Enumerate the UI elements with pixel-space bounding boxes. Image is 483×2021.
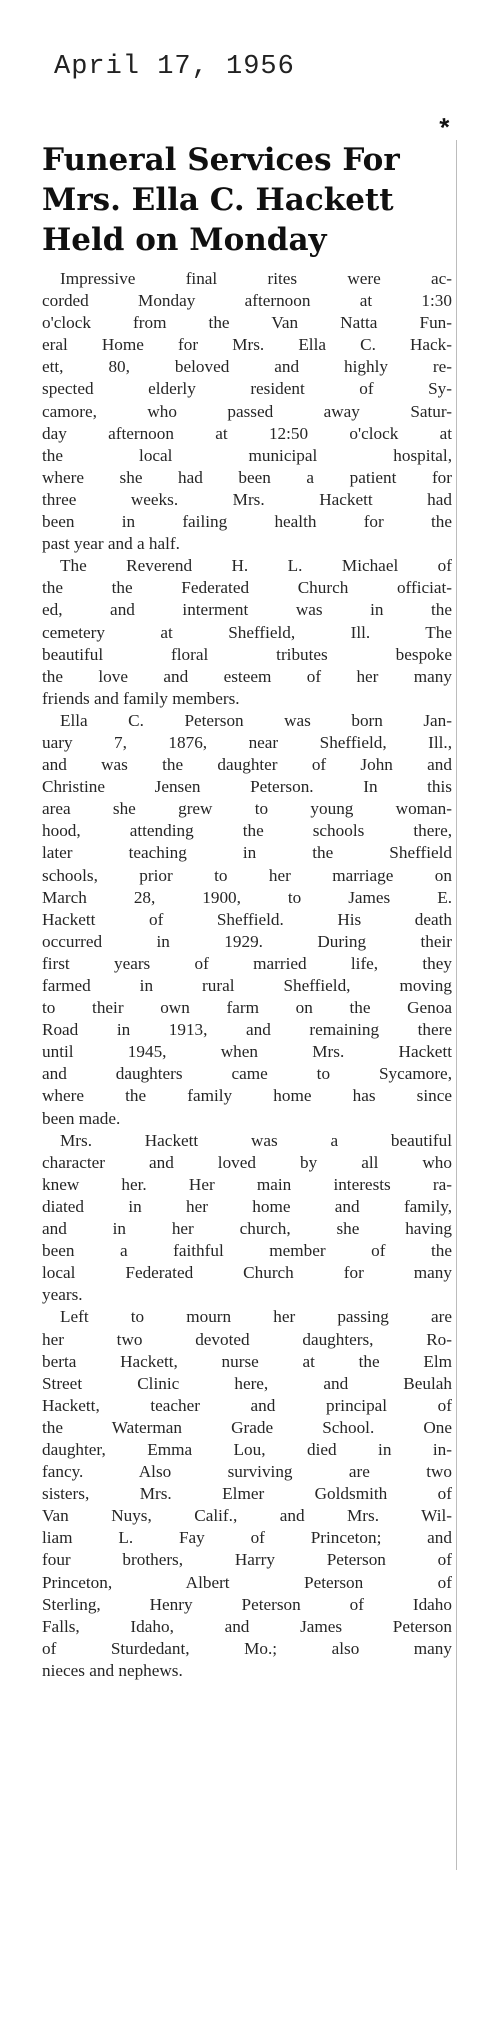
text-line: Mrs. Hackett was a beautiful: [60, 1130, 452, 1150]
paragraph: [42, 555, 452, 710]
text-line: Left to mourn her passing are: [60, 1307, 452, 1327]
text-line: four brothers, Harry Peterson of: [42, 1550, 452, 1570]
text-line: the love and esteem of her many: [42, 666, 452, 686]
column-rule: [456, 140, 457, 1870]
text-line: corded Monday afternoon at 1:30: [42, 291, 452, 311]
paragraph: [42, 1306, 452, 1682]
text-line: beautiful floral tributes bespoke: [42, 644, 452, 664]
text-line: berta Hackett, nurse at the Elm: [42, 1351, 452, 1371]
text-line: Impressive final rites were ac-: [60, 269, 452, 288]
text-line: been made.: [42, 1108, 121, 1128]
text-line: local Federated Church for many: [42, 1263, 452, 1283]
text-line: Van Nuys, Calif., and Mrs. Wil-: [42, 1506, 452, 1526]
text-line: friends and family members.: [42, 688, 240, 708]
text-line: and in her church, she having: [42, 1219, 452, 1239]
text-line: day afternoon at 12:50 o'clock at: [42, 423, 452, 443]
text-line: nieces and nephews.: [42, 1660, 183, 1680]
text-line: where the family home has since: [42, 1086, 452, 1106]
text-line: of Sturdedant, Mo.; also many: [42, 1638, 452, 1658]
headline: [42, 140, 452, 260]
text-line: later teaching in the Sheffield: [42, 843, 452, 863]
text-line: Hackett, teacher and principal of: [42, 1395, 452, 1415]
text-line: and was the daughter of John and: [42, 755, 452, 775]
text-line: fancy. Also surviving are two: [42, 1462, 452, 1482]
text-line: been a faithful member of the: [42, 1241, 452, 1261]
text-line: the Waterman Grade School. One: [42, 1417, 452, 1437]
text-line: three weeks. Mrs. Hackett had: [42, 489, 452, 509]
text-line: Ella C. Peterson was born Jan-: [60, 710, 452, 730]
text-line: been in failing health for the: [42, 512, 452, 532]
text-line: camore, who passed away Satur-: [42, 401, 452, 421]
text-line: Street Clinic here, and Beulah: [42, 1373, 452, 1393]
text-line: The Reverend H. L. Michael of: [60, 556, 452, 576]
text-line: eral Home for Mrs. Ella C. Hack-: [42, 335, 452, 355]
obituary-article: [42, 140, 452, 1682]
margin-mark: *: [437, 111, 453, 143]
paragraph: [42, 1130, 452, 1307]
text-line: to their own farm on the Genoa: [42, 998, 452, 1018]
headline-line: Funeral Services For: [42, 142, 400, 178]
text-line: character and loved by all who: [42, 1152, 452, 1172]
paragraph: [42, 268, 452, 555]
text-line: Road in 1913, and remaining there: [42, 1020, 452, 1040]
text-line: past year and a half.: [42, 534, 180, 554]
text-line: uary 7, 1876, near Sheffield, Ill.,: [42, 732, 452, 752]
text-line: Princeton, Albert Peterson of: [42, 1572, 452, 1592]
text-line: ed, and interment was in the: [42, 600, 452, 620]
text-line: Falls, Idaho, and James Peterson: [42, 1616, 452, 1636]
text-line: her two devoted daughters, Ro-: [42, 1329, 452, 1349]
text-line: hood, attending the schools there,: [42, 821, 452, 841]
text-line: sisters, Mrs. Elmer Goldsmith of: [42, 1484, 452, 1504]
text-line: diated in her home and family,: [42, 1196, 452, 1216]
text-line: Hackett of Sheffield. His death: [42, 909, 452, 929]
text-line: area she grew to young woman-: [42, 799, 452, 819]
text-line: first years of married life, they: [42, 953, 452, 973]
clipping-date: April 17, 1956: [54, 52, 295, 82]
text-line: knew her. Her main interests ra-: [42, 1174, 452, 1194]
text-line: schools, prior to her marriage on: [42, 865, 452, 885]
text-line: Christine Jensen Peterson. In this: [42, 777, 452, 797]
text-line: the local municipal hospital,: [42, 445, 452, 465]
text-line: liam L. Fay of Princeton; and: [42, 1528, 452, 1548]
text-line: occurred in 1929. During their: [42, 931, 452, 951]
text-line: March 28, 1900, to James E.: [42, 887, 452, 907]
text-line: the the Federated Church officiat-: [42, 578, 452, 598]
text-line: until 1945, when Mrs. Hackett: [42, 1042, 452, 1062]
text-line: o'clock from the Van Natta Fun-: [42, 313, 452, 333]
text-line: years.: [42, 1285, 83, 1305]
headline-line: Held on Monday: [42, 222, 327, 258]
text-line: daughter, Emma Lou, died in in-: [42, 1439, 452, 1459]
article-body: [42, 268, 452, 1682]
text-line: Sterling, Henry Peterson of Idaho: [42, 1594, 452, 1614]
paragraph: [42, 710, 452, 1130]
text-line: farmed in rural Sheffield, moving: [42, 976, 452, 995]
text-line: and daughters came to Sycamore,: [42, 1064, 452, 1084]
text-line: ett, 80, beloved and highly re-: [42, 357, 452, 377]
text-line: cemetery at Sheffield, Ill. The: [42, 622, 452, 642]
text-line: spected elderly resident of Sy-: [42, 379, 452, 399]
headline-line: Mrs. Ella C. Hackett: [42, 182, 394, 218]
text-line: where she had been a patient for: [42, 467, 452, 487]
